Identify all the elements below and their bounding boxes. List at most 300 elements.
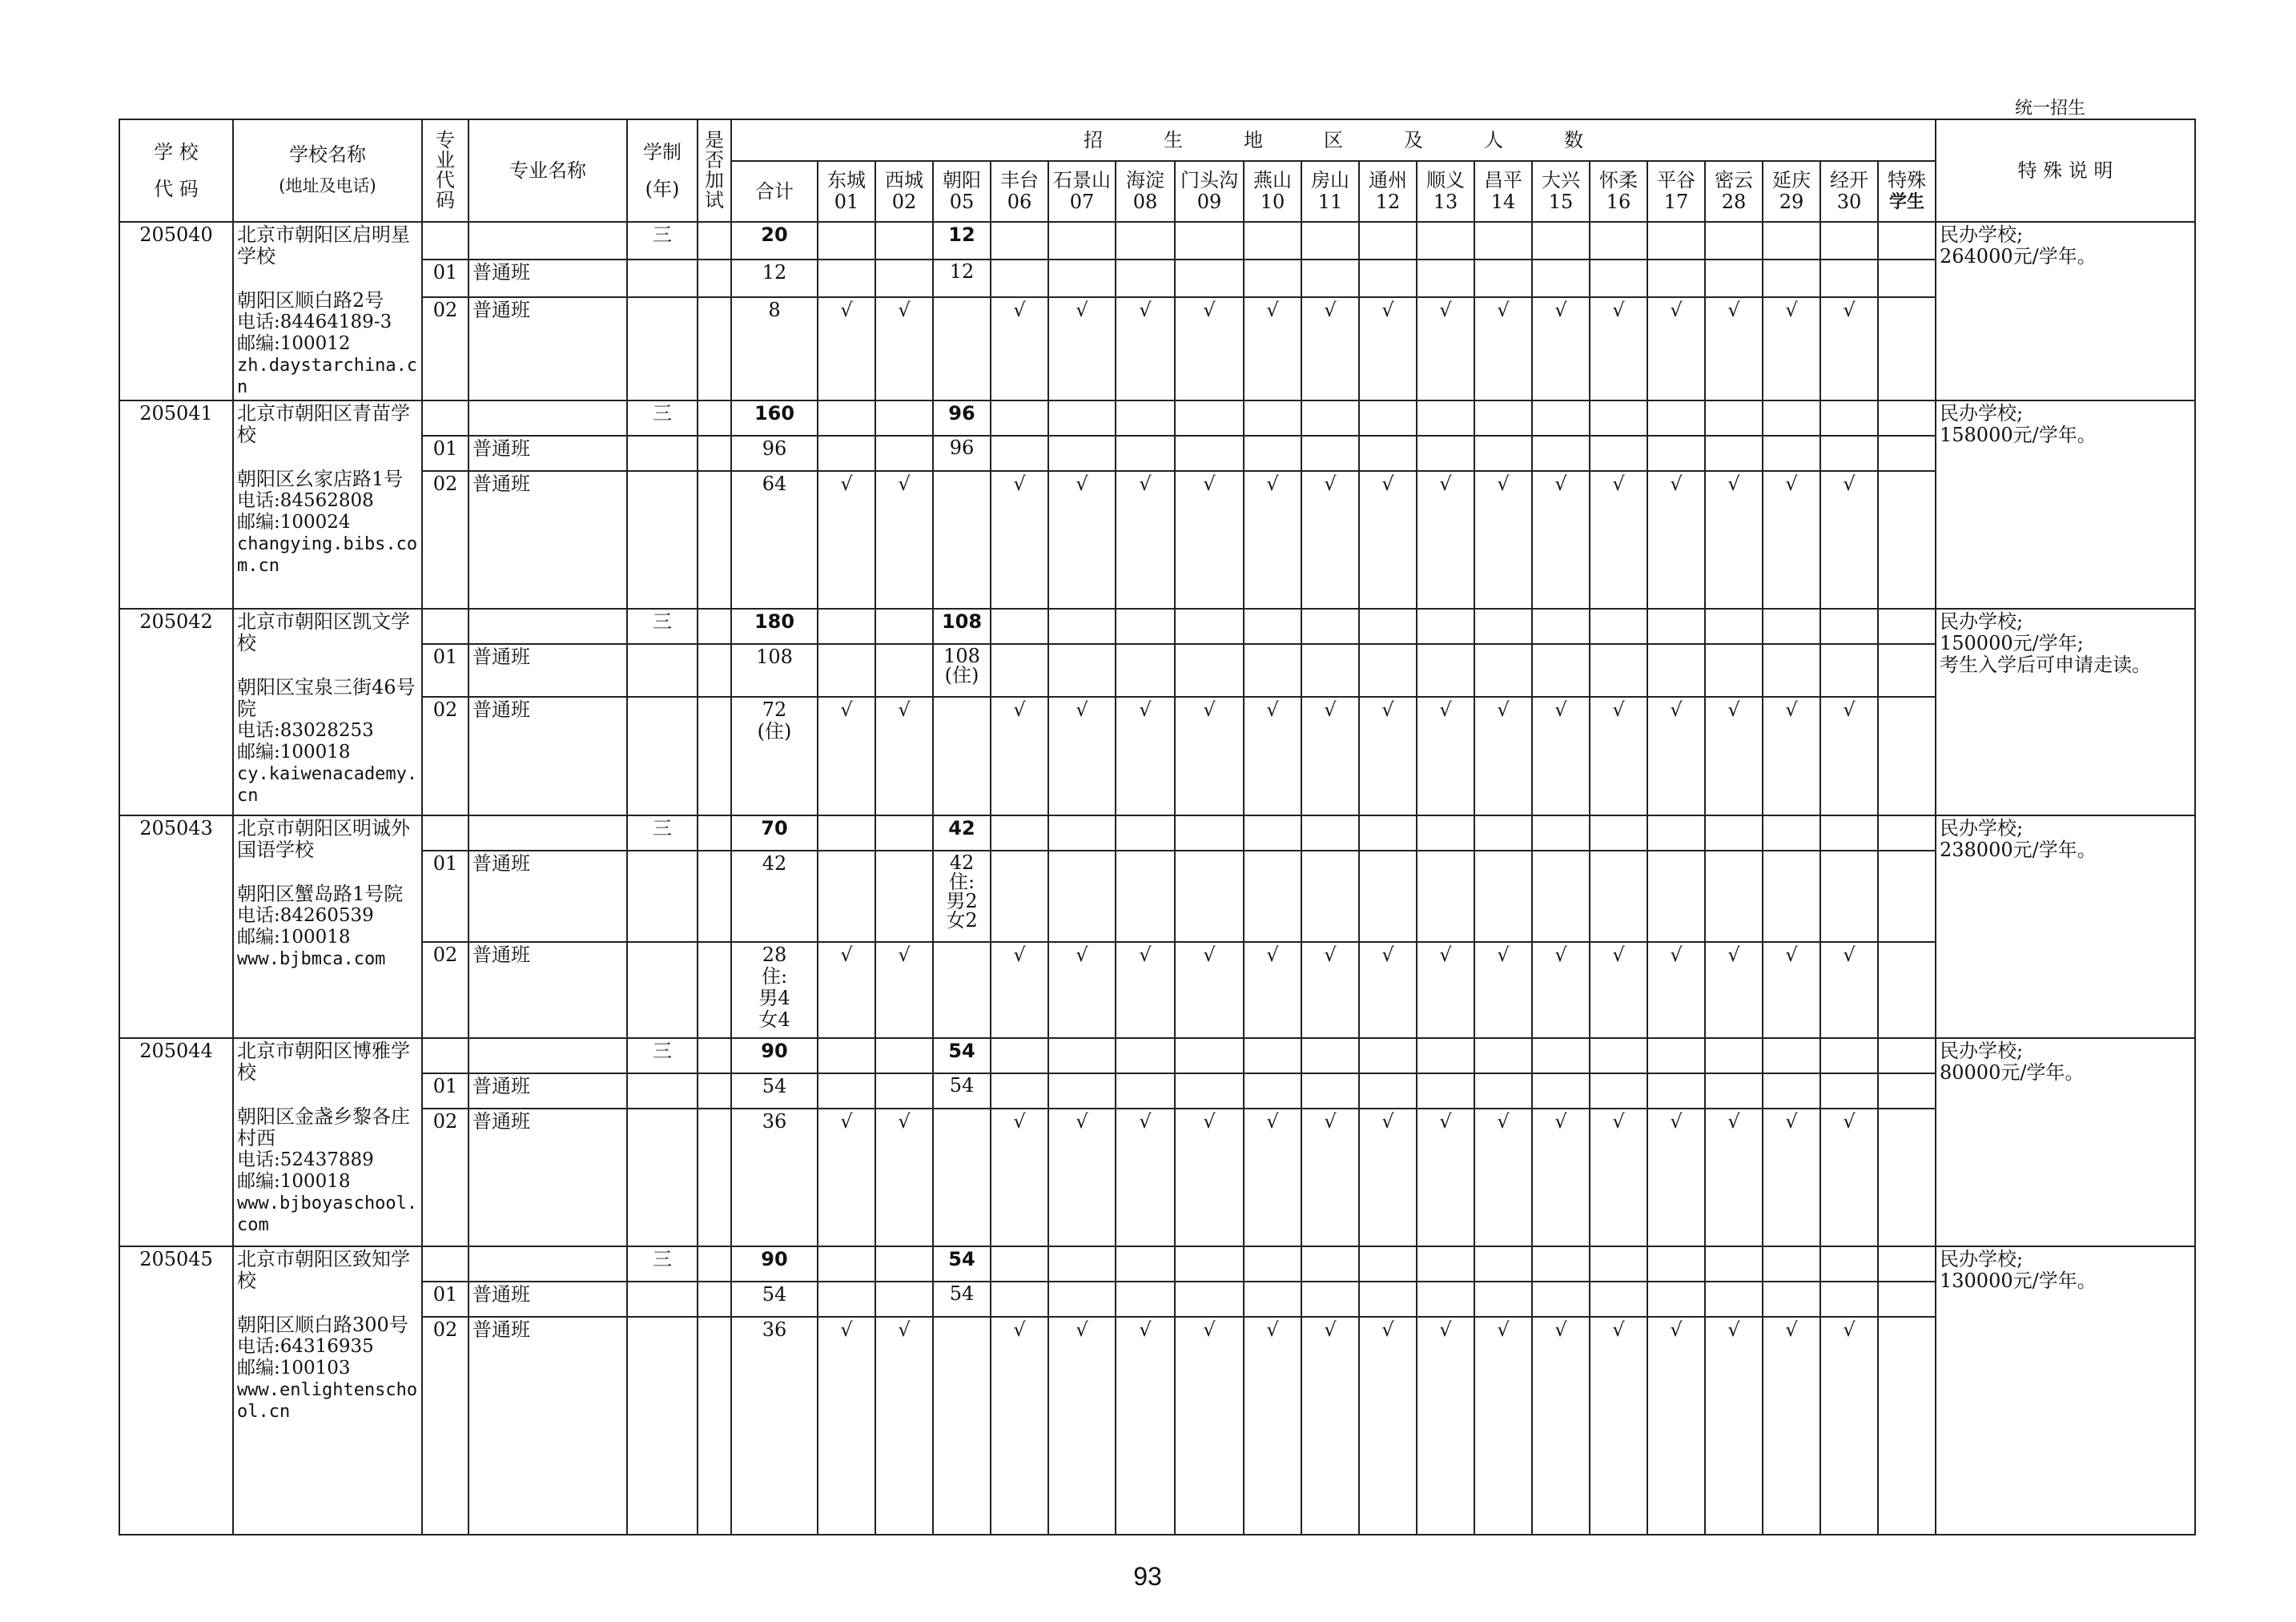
major-chaoyang (933, 697, 991, 815)
region-title-char: 生 (1164, 128, 1183, 151)
check-mark: √ (875, 1109, 933, 1246)
check-mark: √ (991, 471, 1048, 609)
region-name: 昌平 (1484, 169, 1522, 191)
region-code: 06 (1007, 191, 1032, 213)
check-mark: √ (1647, 1109, 1705, 1246)
check-mark: √ (875, 471, 933, 609)
extra-test-cell (698, 644, 731, 697)
check-mark: √ (1301, 297, 1359, 400)
check-mark: √ (875, 697, 933, 815)
major-name: 普通班 (468, 644, 627, 697)
region-cell (818, 260, 875, 297)
major-chaoyang (933, 471, 991, 609)
major-row (119, 471, 2195, 609)
region-cell (1301, 851, 1359, 942)
region-cell (1116, 851, 1175, 942)
region-cell (1590, 222, 1647, 260)
major-chaoyang (933, 1109, 991, 1246)
check-mark: √ (1820, 471, 1878, 609)
check-mark: √ (991, 297, 1048, 400)
check-mark: √ (1474, 471, 1532, 609)
region-cell (1048, 644, 1116, 697)
school-chaoyang: 108 (933, 609, 991, 644)
major-row (119, 644, 2195, 697)
region-cell (875, 222, 933, 260)
major-total: 64 (731, 471, 818, 609)
region-cell (1301, 815, 1359, 851)
region-cell (1417, 644, 1474, 697)
major-duration (627, 851, 698, 942)
region-name: 经开 (1830, 169, 1868, 191)
check-mark: √ (1474, 1317, 1532, 1535)
region-cell (991, 1246, 1048, 1282)
school-chaoyang: 42 (933, 815, 991, 851)
region-cell (1705, 1246, 1763, 1282)
region-name: 房山 (1311, 169, 1349, 191)
check-mark: √ (1590, 471, 1647, 609)
region-cell (1647, 260, 1705, 297)
region-cell (991, 644, 1048, 697)
major-code: 02 (422, 297, 468, 400)
region-cell (1359, 222, 1417, 260)
check-mark: √ (1116, 1109, 1175, 1246)
region-cell (818, 1073, 875, 1109)
check-mark: √ (1175, 297, 1244, 400)
major-row (119, 1073, 2195, 1109)
region-cell (1878, 942, 1936, 1038)
region-cell (1705, 260, 1763, 297)
check-mark: √ (1244, 1317, 1301, 1535)
header-school-code: 学 校 代 码 (119, 119, 233, 222)
major-chaoyang: 42 住: 男2 女2 (933, 851, 991, 942)
check-mark: √ (818, 471, 875, 609)
check-mark: √ (1359, 1317, 1417, 1535)
region-cell (1244, 436, 1301, 471)
region-code: 28 (1721, 191, 1747, 213)
extra-test-cell (698, 471, 731, 609)
school-code: 205043 (119, 815, 233, 1038)
major-code: 02 (422, 471, 468, 609)
check-mark: √ (1474, 297, 1532, 400)
region-cell (1532, 644, 1590, 697)
school-info (233, 609, 422, 815)
top-label: 统一招生 (2014, 99, 2085, 119)
header-region (818, 161, 875, 222)
extra-test-cell (698, 815, 731, 851)
school-duration: 三 (627, 400, 698, 436)
region-cell (1048, 1073, 1116, 1109)
school-chaoyang: 54 (933, 1246, 991, 1282)
region-cell (1244, 609, 1301, 644)
check-mark: √ (1705, 697, 1763, 815)
major-code: 02 (422, 1109, 468, 1246)
region-cell (1820, 222, 1878, 260)
region-cell (1763, 1246, 1820, 1282)
major-code: 02 (422, 942, 468, 1038)
school-duration: 三 (627, 815, 698, 851)
check-mark: √ (1705, 1109, 1763, 1246)
check-mark: √ (1301, 471, 1359, 609)
major-duration (627, 942, 698, 1038)
check-mark: √ (991, 1109, 1048, 1246)
header-region (1647, 161, 1705, 222)
school-info (233, 1246, 422, 1535)
major-duration (627, 1282, 698, 1317)
region-cell (1474, 1282, 1532, 1317)
header-region (1417, 161, 1474, 222)
region-cell (1820, 260, 1878, 297)
region-cell (1532, 609, 1590, 644)
major-row (119, 436, 2195, 471)
check-mark: √ (991, 697, 1048, 815)
school-summary-row (119, 609, 2195, 644)
region-cell (1359, 815, 1417, 851)
region-cell (1705, 400, 1763, 436)
region-cell (991, 851, 1048, 942)
header-region (1532, 161, 1590, 222)
extra-test-cell (698, 609, 731, 644)
region-cell (1244, 1282, 1301, 1317)
region-cell (1474, 644, 1532, 697)
check-mark: √ (1417, 1317, 1474, 1535)
region-cell (991, 400, 1048, 436)
region-cell (1532, 1282, 1590, 1317)
region-cell (875, 609, 933, 644)
region-cell (1359, 609, 1417, 644)
major-code: 02 (422, 697, 468, 815)
extra-test-cell (698, 1109, 731, 1246)
school-total: 180 (731, 609, 818, 644)
extra-test-cell (698, 297, 731, 400)
region-cell (1647, 222, 1705, 260)
region-cell (1048, 1282, 1116, 1317)
check-mark: √ (1359, 697, 1417, 815)
check-mark: √ (1532, 297, 1590, 400)
region-cell (1474, 815, 1532, 851)
school-website: zh.daystarchina.cn (237, 356, 418, 397)
region-cell (1474, 851, 1532, 942)
region-cell (1474, 1073, 1532, 1109)
region-cell (1763, 609, 1820, 644)
region-cell (1647, 644, 1705, 697)
region-cell (1417, 222, 1474, 260)
school-chaoyang: 12 (933, 222, 991, 260)
region-cell (1301, 1038, 1359, 1073)
region-cell (1175, 400, 1244, 436)
region-cell (1878, 1246, 1936, 1282)
region-title-char: 及 (1404, 128, 1423, 151)
region-cell (818, 815, 875, 851)
major-total: 8 (731, 297, 818, 400)
check-mark: √ (1590, 1109, 1647, 1246)
check-mark: √ (1359, 1109, 1417, 1246)
region-cell (1820, 400, 1878, 436)
region-code: 12 (1375, 191, 1401, 213)
region-cell (875, 644, 933, 697)
school-phone: 电话:84562808 (237, 490, 374, 511)
header-region (1244, 161, 1301, 222)
school-name: 北京市朝阳区青苗学校 (237, 402, 410, 446)
school-note: 民办学校; 80000元/学年。 (1936, 1038, 2195, 1246)
school-address: 朝阳区蟹岛路1号院 (237, 883, 404, 905)
region-cell (818, 436, 875, 471)
region-name: 朝阳 (943, 169, 981, 191)
region-name: 燕山 (1253, 169, 1292, 191)
check-mark: √ (1532, 697, 1590, 815)
region-cell (818, 1038, 875, 1073)
school-code: 205044 (119, 1038, 233, 1246)
region-name: 怀柔 (1599, 169, 1638, 191)
check-mark: √ (1417, 297, 1474, 400)
extra-test-cell (698, 851, 731, 942)
region-cell (875, 400, 933, 436)
major-row (119, 297, 2195, 400)
major-duration (627, 436, 698, 471)
region-code: 17 (1663, 191, 1689, 213)
region-cell (1301, 436, 1359, 471)
major-total: 36 (731, 1109, 818, 1246)
major-row (119, 1282, 2195, 1317)
region-cell (1048, 260, 1116, 297)
check-mark: √ (1532, 942, 1590, 1038)
check-mark: √ (875, 297, 933, 400)
header-region (1705, 161, 1763, 222)
region-cell (991, 1073, 1048, 1109)
region-name: 石景山 (1053, 169, 1111, 191)
region-cell (1590, 815, 1647, 851)
region-cell (1532, 222, 1590, 260)
check-mark: √ (1244, 697, 1301, 815)
check-mark: √ (1116, 297, 1175, 400)
major-name: 普通班 (468, 1073, 627, 1109)
check-mark: √ (875, 1317, 933, 1535)
check-mark: √ (1647, 1317, 1705, 1535)
school-address: 朝阳区幺家店路1号 (237, 468, 404, 490)
major-name-empty (468, 222, 627, 260)
school-total: 90 (731, 1246, 818, 1282)
region-name: 顺义 (1426, 169, 1465, 191)
check-mark: √ (1244, 297, 1301, 400)
check-mark: √ (1301, 1109, 1359, 1246)
region-cell (1647, 400, 1705, 436)
check-mark: √ (818, 697, 875, 815)
school-website: www.bjboyaschool.com (237, 1193, 418, 1235)
school-note: 民办学校; 150000元/学年; 考生入学后可申请走读。 (1936, 609, 2195, 815)
region-cell (991, 609, 1048, 644)
region-cell (818, 1246, 875, 1282)
region-code: 15 (1548, 191, 1574, 213)
region-cell (1763, 436, 1820, 471)
region-cell (1878, 1038, 1936, 1073)
major-chaoyang (933, 942, 991, 1038)
school-phone: 电话:52437889 (237, 1149, 374, 1170)
region-code: 05 (949, 191, 975, 213)
region-cell (1878, 815, 1936, 851)
major-duration (627, 260, 698, 297)
school-summary-row (119, 400, 2195, 436)
major-code: 01 (422, 260, 468, 297)
check-mark: √ (1048, 697, 1116, 815)
region-cell (1878, 1317, 1936, 1535)
school-website: www.enlightenschool.cn (237, 1380, 418, 1422)
major-code: 01 (422, 1282, 468, 1317)
school-info (233, 815, 422, 1038)
check-mark: √ (1301, 942, 1359, 1038)
region-cell (1590, 644, 1647, 697)
major-total: 42 (731, 851, 818, 942)
region-cell (1359, 260, 1417, 297)
region-cell (1763, 1282, 1820, 1317)
extra-test-cell (698, 222, 731, 260)
check-mark: √ (1590, 942, 1647, 1038)
region-cell (1532, 400, 1590, 436)
major-code: 01 (422, 1073, 468, 1109)
header-major-name: 专业名称 (468, 119, 627, 222)
check-mark: √ (991, 1317, 1048, 1535)
check-mark: √ (1175, 942, 1244, 1038)
major-total: 28 住: 男4 女4 (731, 942, 818, 1038)
region-cell (1244, 1038, 1301, 1073)
region-code: 29 (1779, 191, 1804, 213)
check-mark: √ (1763, 942, 1820, 1038)
major-code: 01 (422, 436, 468, 471)
check-mark: √ (1048, 297, 1116, 400)
region-cell (1647, 851, 1705, 942)
major-code-empty (422, 1038, 468, 1073)
page-number: 93 (1133, 1562, 1162, 1591)
check-mark: √ (1417, 697, 1474, 815)
major-name-empty (468, 1038, 627, 1073)
region-cell (1175, 1073, 1244, 1109)
school-note: 民办学校; 130000元/学年。 (1936, 1246, 2195, 1535)
header-region (1175, 161, 1244, 222)
region-cell (1301, 1073, 1359, 1109)
school-name: 北京市朝阳区凯文学校 (237, 610, 410, 654)
school-duration: 三 (627, 222, 698, 260)
check-mark: √ (1359, 942, 1417, 1038)
school-total: 90 (731, 1038, 818, 1073)
region-cell (818, 851, 875, 942)
check-mark: √ (1820, 1317, 1878, 1535)
region-cell (1301, 222, 1359, 260)
region-cell (1878, 1073, 1936, 1109)
extra-test-cell (698, 1038, 731, 1073)
major-row (119, 1109, 2195, 1246)
region-cell (818, 1282, 875, 1317)
region-cell (1244, 400, 1301, 436)
check-mark: √ (1532, 471, 1590, 609)
header-region-title (731, 119, 1936, 161)
school-name: 北京市朝阳区博雅学校 (237, 1040, 410, 1084)
region-cell (1175, 222, 1244, 260)
major-name-empty (468, 400, 627, 436)
region-cell (1820, 609, 1878, 644)
region-cell (1417, 1038, 1474, 1073)
region-code: 14 (1490, 191, 1516, 213)
region-code: 30 (1836, 191, 1862, 213)
check-mark: √ (1417, 942, 1474, 1038)
school-code: 205045 (119, 1246, 233, 1535)
check-mark: √ (1647, 697, 1705, 815)
region-cell (1590, 851, 1647, 942)
major-duration (627, 1317, 698, 1535)
region-cell (1417, 609, 1474, 644)
region-cell (1705, 1038, 1763, 1073)
region-title-char: 招 (1084, 128, 1103, 151)
check-mark: √ (1048, 471, 1116, 609)
region-cell (1359, 400, 1417, 436)
region-cell (1244, 1073, 1301, 1109)
major-name: 普通班 (468, 697, 627, 815)
check-mark: √ (1116, 1317, 1175, 1535)
region-cell (1647, 609, 1705, 644)
region-cell (1647, 436, 1705, 471)
region-cell (1048, 609, 1116, 644)
header-region (1048, 161, 1116, 222)
region-cell (1048, 436, 1116, 471)
region-code: 01 (834, 191, 859, 213)
check-mark: √ (1820, 297, 1878, 400)
major-chaoyang: 12 (933, 260, 991, 297)
school-summary-row (119, 815, 2195, 851)
school-website: changying.bibs.com.cn (237, 534, 418, 576)
header-school-name-main: 学校名称 (289, 143, 366, 166)
region-cell (1244, 1246, 1301, 1282)
region-cell (1048, 1038, 1116, 1073)
region-cell (1048, 851, 1116, 942)
major-code-empty (422, 609, 468, 644)
region-cell (1705, 222, 1763, 260)
region-cell (1820, 1246, 1878, 1282)
region-cell (1474, 260, 1532, 297)
check-mark: √ (1116, 697, 1175, 815)
school-summary-row (119, 1246, 2195, 1282)
region-cell (1590, 260, 1647, 297)
school-postcode: 邮编:100018 (237, 742, 351, 763)
header-school-name-sub: (地址及电话) (279, 176, 376, 195)
region-cell (1474, 436, 1532, 471)
school-website: www.bjbmca.com (237, 949, 386, 969)
major-name: 普通班 (468, 471, 627, 609)
extra-test-cell (698, 1282, 731, 1317)
header-duration: 学制 (年) (627, 119, 698, 222)
major-name-empty (468, 815, 627, 851)
region-cell (991, 260, 1048, 297)
region-title-char: 地 (1244, 128, 1263, 151)
region-cell (1590, 1038, 1647, 1073)
check-mark: √ (1359, 297, 1417, 400)
header-region (1763, 161, 1820, 222)
school-address: 朝阳区金盏乡黎各庄村西 (237, 1105, 410, 1149)
region-cell (875, 1038, 933, 1073)
table-header (119, 119, 2195, 222)
check-mark: √ (1244, 471, 1301, 609)
region-cell (1878, 471, 1936, 609)
check-mark: √ (1175, 697, 1244, 815)
region-cell (1820, 644, 1878, 697)
school-total: 160 (731, 400, 818, 436)
region-cell (1116, 436, 1175, 471)
region-cell (1763, 1073, 1820, 1109)
school-website: cy.kaiwenacademy.cn (237, 764, 418, 806)
school-phone: 电话:83028253 (237, 720, 374, 741)
region-cell (1590, 400, 1647, 436)
region-cell (1532, 851, 1590, 942)
check-mark: √ (1175, 471, 1244, 609)
header-school-name (233, 119, 422, 222)
region-cell (1359, 1073, 1417, 1109)
region-cell (875, 1246, 933, 1282)
